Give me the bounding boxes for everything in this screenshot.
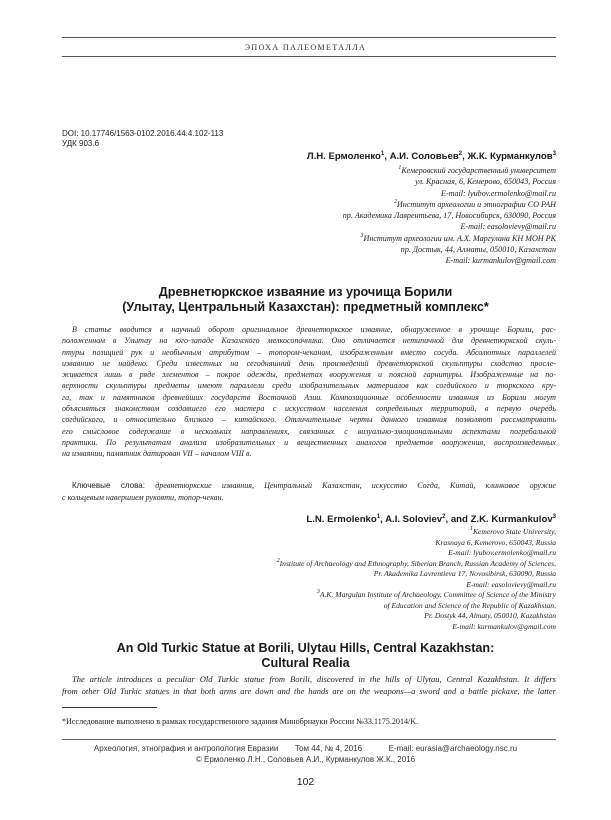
affiliation-line: E-mail: easolovievy@mail.ru bbox=[466, 579, 556, 589]
ru-affiliations bbox=[343, 165, 556, 267]
affiliation-line: ул. Красная, 6, Кемерово, 650043, Россия bbox=[415, 177, 556, 187]
journal-email: E-mail: eurasia@archaeology.nsc.ru bbox=[388, 744, 518, 753]
ru-author: Л.Н. Ермоленко$^1$, bbox=[306, 151, 390, 162]
page-number: 102 bbox=[296, 776, 315, 788]
article-identifiers bbox=[62, 129, 223, 149]
affiliation-line: E-mail: kurmankulov@gmail.com bbox=[445, 256, 556, 266]
footer-rule bbox=[62, 739, 556, 740]
en-affiliations bbox=[277, 527, 556, 632]
footnote-rule bbox=[62, 707, 157, 708]
keywords-label: Ключевые слова: bbox=[72, 481, 146, 490]
footer-journal-line bbox=[0, 744, 611, 753]
ru-keywords: Ключевые слова: древнетюркские изваяния, Центральный Казахстан, искусство Согда, Китай, клинковое оружие с кольцевым навершием рукояти, топор-чекан. bbox=[62, 481, 557, 502]
en-author: A.I. Soloviev$^2$, bbox=[385, 514, 451, 525]
affiliation-line: $^1$Kemerovo State University, bbox=[469, 526, 556, 536]
affiliation-line: $^2$Institute of Archaeology and Ethnography, Siberian Branch, Russian Academy of Sciences, bbox=[276, 557, 556, 568]
en-authors bbox=[306, 514, 556, 525]
doi: DOI: 10.17746/1563-0102.2016.44.4.102-113 bbox=[62, 129, 224, 138]
ru-article-title: Древнетюркское изваяние из урочища Борили (Улытау, Центральный Казахстан): предметный комплекс* bbox=[122, 285, 489, 314]
header-rule-top bbox=[62, 37, 556, 38]
affiliation-line: $^2$Институт археологии и этнографии СО РАН bbox=[393, 198, 556, 209]
affiliation-line: Krasnaya 6, Kemerovo, 650043, Russia bbox=[435, 537, 556, 547]
affiliation-line: пр. Академика Лаврентьева, 17, Новосибирск, 630090, Россия bbox=[342, 211, 556, 221]
affiliation-line: $^3$Институт археологии им. А.Х. Маргулана КН МОН РК bbox=[360, 232, 556, 243]
affiliation-line: пр. Достык, 44, Алматы, 050010, Казахстан bbox=[400, 245, 556, 255]
section-header: ЭПОХА ПАЛЕОМЕТАЛЛА bbox=[244, 43, 367, 52]
journal-name: Археология, этнография и антропология Евразии bbox=[93, 744, 279, 753]
en-article-title: An Old Turkic Statue at Borili, Ulytau Hills, Central Kazakhstan: Cultural Realia bbox=[116, 641, 495, 670]
affiliation-line: of Education and Science of the Republic of Kazakhstan, bbox=[383, 600, 556, 610]
ru-author: Ж.К. Курманкулов$^3$ bbox=[467, 151, 556, 162]
affiliation-line: Pr. Dostyk 44, Almaty, 050010, Kazakhstan bbox=[424, 611, 556, 620]
udk: УДК 903.6 bbox=[62, 139, 100, 148]
ru-authors bbox=[307, 151, 556, 162]
header-rule-bottom bbox=[62, 56, 556, 57]
journal-volume: Том 44, № 4, 2016 bbox=[294, 744, 363, 753]
en-author: and Z.K. Kurmankulov$^3$ bbox=[450, 514, 556, 525]
affiliation-line: E-mail: lyubov.ermolenko@mail.ru bbox=[448, 548, 556, 557]
affiliation-line: E-mail: lyubov.ermolenko@mail.ru bbox=[441, 188, 556, 198]
affiliation-line: $^3$A.K. Margulan Institute of Archaeology, Committee of Science of the Ministry bbox=[316, 589, 556, 599]
en-abstract: The article introduces a peculiar Old Turkic statue from Borili, discovered in the hills of Ulytau, Central Kazakhstan. It differs from other Old Turkic statues in that both arms are down and the hands are on the weapons—a sword and a battle pickaxe, the latter bbox=[62, 674, 556, 696]
affiliation-line: E-mail: easolovievy@mail.ru bbox=[460, 222, 556, 232]
affiliation-line: Pr. Akademika Lavrentieva 17, Novosibirsk, 630090, Russia bbox=[373, 569, 556, 578]
footer-copyright: © Ермоленко Л.Н., Соловьев А.И., Курманкулов Ж.К., 2016 bbox=[195, 755, 416, 764]
ru-author: А.И. Соловьев$^2$, bbox=[389, 151, 468, 162]
en-author: L.N. Ermolenko$^1$, bbox=[306, 514, 386, 525]
affiliation-line: $^1$Кемеровский государственный университет bbox=[398, 165, 556, 175]
footnote: *Исследование выполнено в рамках государственного задания Минобрнауки России №33.1175.2014/K. bbox=[62, 717, 419, 726]
ru-abstract: В статье вводится в научный оборот оригинальное древнетюркское изваяние, обнаруженное в урочище Борили, рас- положенном в Улытау на юго-западе Казахского мелкосопочника. Оно отличается нетипичной для древнетюркской скуль- птуры позицией рук и необычным атрибутом – топором-чеканом, изображенным вместо сосуда. Абсолютных параллелей изваянию не найдено. Среди известных на сегодняшний день произведений древнетюркской скульптуры сходство просле- живается лишь в ряде элементов – покрое одежды, предметах вооружения и поясной гарнитуры. Изображенные на по- верхности скульптуры предметы имеют параллели среди изобразительных материалов как согдийского и тюркского кру- га, так и памятников древнейших государств Восточной Азии. Композиционные особенности изваяния из Борили могут объясняться знакомством создавшего его мастера с искусством населения сопредельных территорий, в первую очередь согдийского, и относительно близкого – китайского. Отличительные черты данного изваяния позволяют рассматривать его смысловое содержание в нескольких направлениях, связанных с визуально-эмоциональными аспектами погребальной практики. По результатам анализа изобразительных и вещественных аналогов предметов вооружения, воспроизведенных на изваянии, памятник датирован VII – началом VIII в. bbox=[62, 325, 556, 459]
affiliation-line: E-mail: kurmankulov@gmail.com bbox=[452, 621, 556, 631]
